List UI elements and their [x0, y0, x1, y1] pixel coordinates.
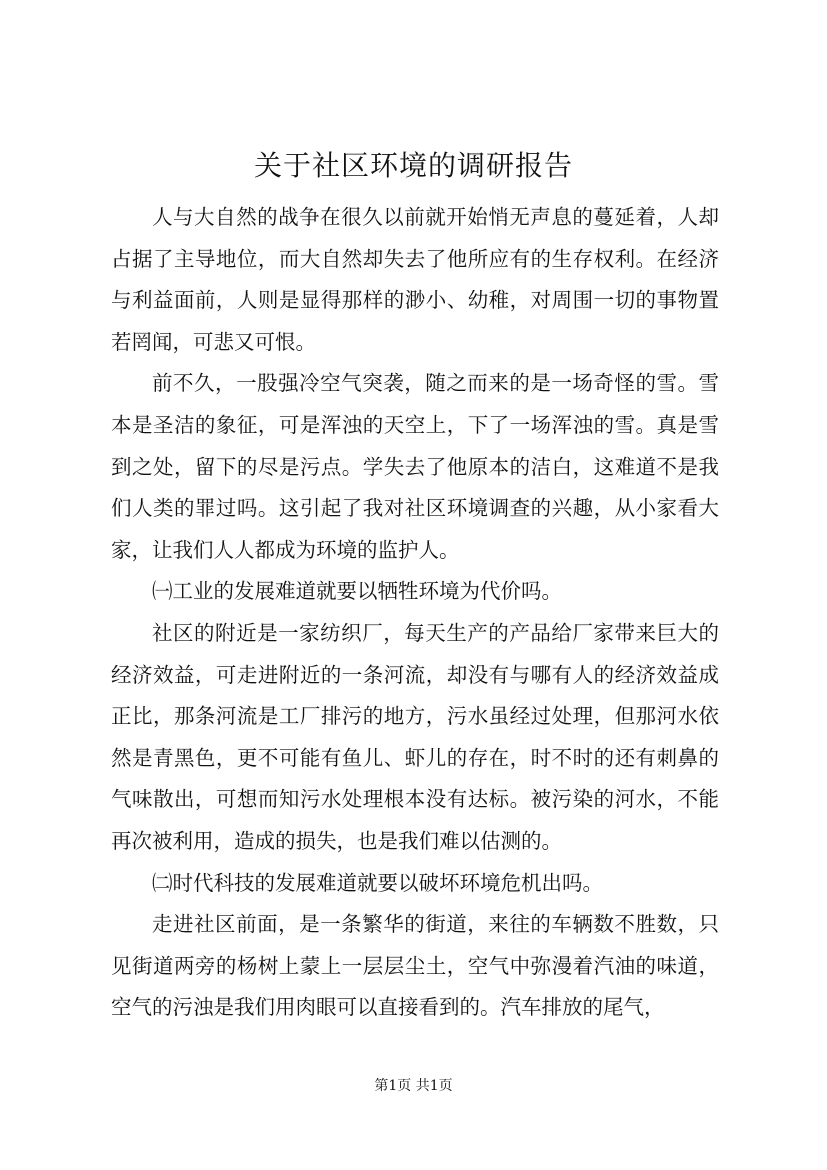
document-title: 关于社区环境的调研报告 [253, 149, 573, 182]
section-heading-technology: ㈡时代科技的发展难道就要以破坏环境危机出吗。 [152, 870, 603, 895]
paragraph-snow: 前不久，一股强冷空气突袭，随之而来的是一场奇怪的雪。雪本是圣洁的象征，可是浑浊的天空上，下了一场浑浊的雪。真是雪到之处，留下的尽是污点。学失去了他原本的洁白，这难道不是我们人类的罪过吗。这引起了我对社区环境调查的兴趣，从小家看大家，让我们人人都成为环境的监护人。 [111, 371, 719, 562]
document-body [111, 197, 719, 1029]
paragraph-factory: 社区的附近是一家纺织厂，每天生产的产品给厂家带来巨大的经济效益，可走进附近的一条河流，却没有与哪有人的经济效益成正比，那条河流是工厂排污的地方，污水虽经过处理，但那河水依然是青黑色，更不可能有鱼儿、虾儿的存在，时不时的还有刺鼻的气味散出，可想而知污水处理根本没有达标。被污染的河水，不能再次被利用，造成的损失，也是我们难以估测的。 [111, 620, 719, 853]
section-heading-industry: ㈠工业的发展难道就要以牺牲环境为代价吗。 [152, 579, 562, 604]
page-number-footer: 第1页 共1页 [374, 1078, 453, 1094]
paragraph-intro: 人与大自然的战争在很久以前就开始悄无声息的蔓延着，人却占据了主导地位，而大自然却失去了他所应有的生存权利。在经济与利益面前，人则是显得那样的渺小、幼稚，对周围一切的事物置若罔闻，可悲又可恨。 [111, 205, 719, 354]
paragraph-street: 走进社区前面，是一条繁华的街道，来往的车辆数不胜数，只见街道两旁的杨树上蒙上一层层尘土，空气中弥漫着汽油的味道，空气的污浊是我们用肉眼可以直接看到的。汽车排放的尾气， [111, 912, 719, 1020]
